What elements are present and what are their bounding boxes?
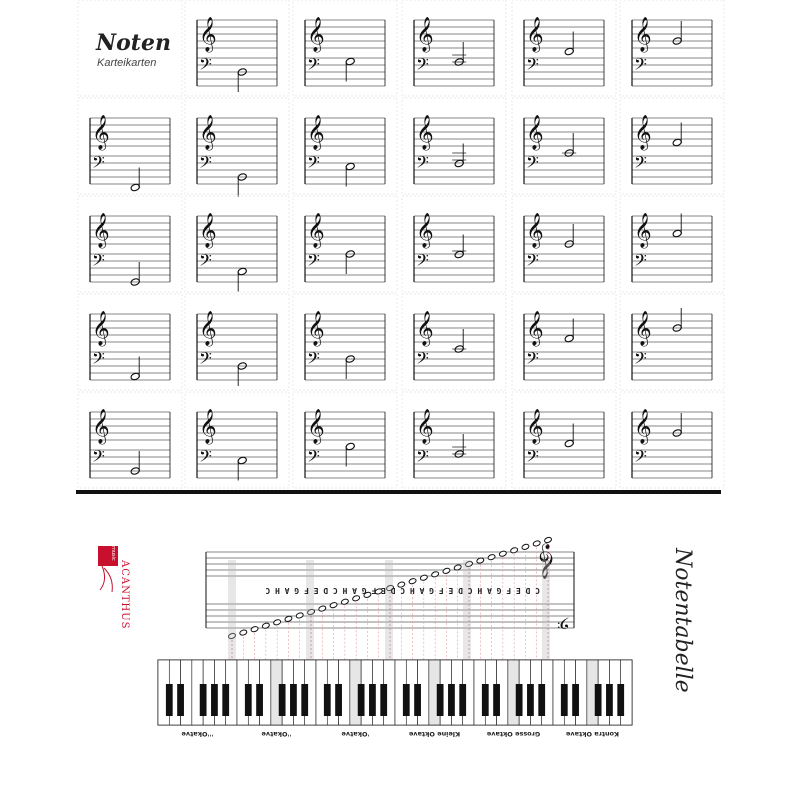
black-key [256,684,263,716]
table-note-head [487,554,495,561]
bass-clef-icon: 𝄢 [92,446,105,470]
table-grand-staff [206,537,574,664]
cards-title: Noten [96,30,171,56]
treble-clef-icon: 𝄞 [307,213,325,248]
treble-clef-icon: 𝄞 [634,311,652,346]
bass-clef-icon: 𝄢 [199,54,212,78]
bass-clef-icon: 𝄢 [526,250,539,274]
table-bass-clef-icon: 𝄢 [557,609,570,633]
octave-label: '''Okatve [181,730,214,738]
bass-clef-icon: 𝄢 [526,446,539,470]
black-key [448,684,455,716]
black-key [572,684,579,716]
bass-clef-icon: 𝄢 [416,152,429,176]
black-key [482,684,489,716]
treble-clef-icon: 𝄞 [526,311,544,346]
cards-subtitle: Karteikarten [97,57,157,69]
treble-clef-icon: 𝄞 [416,311,434,346]
table-treble-clef-icon: 𝄞 [538,544,556,579]
black-key [606,684,613,716]
treble-clef-icon: 𝄞 [634,409,652,444]
bass-clef-icon: 𝄢 [92,348,105,372]
bass-clef-icon: 𝄢 [416,250,429,274]
bass-clef-icon: 𝄢 [416,446,429,470]
black-key [245,684,252,716]
black-key [414,684,421,716]
table-note-head [296,612,304,619]
black-key [324,684,331,716]
black-key [301,684,308,716]
black-key [166,684,173,716]
bass-clef-icon: 𝄢 [416,348,429,372]
black-key [527,684,534,716]
black-key [403,684,410,716]
black-key [279,684,286,716]
black-key [358,684,365,716]
octave-label: ''Okatve [261,730,292,738]
treble-clef-icon: 𝄞 [199,115,217,150]
table-note-head [442,567,450,574]
c-column-highlight [542,560,550,664]
black-key [211,684,218,716]
bass-clef-icon: 𝄢 [307,250,320,274]
bass-clef-icon: 𝄢 [634,152,647,176]
note-table [98,537,695,738]
treble-clef-icon: 𝄞 [92,409,110,444]
black-key [595,684,602,716]
octave-labels [181,730,619,738]
bass-clef-icon: 𝄢 [526,348,539,372]
treble-clef-icon: 𝄞 [92,115,110,150]
c-column-highlight [306,560,314,664]
bass-clef-icon: 𝄢 [92,250,105,274]
octave-label: 'Okatve [341,730,370,738]
black-key [493,684,500,716]
bass-clef-icon: 𝄢 [307,348,320,372]
treble-clef-icon: 𝄞 [416,17,434,52]
bass-clef-icon: 𝄢 [526,54,539,78]
brand-small-text: music [110,546,116,561]
bass-clef-icon: 𝄢 [92,152,105,176]
table-note-head [510,547,518,554]
bass-clef-icon: 𝄢 [634,446,647,470]
sheet-frame [76,0,721,492]
treble-clef-icon: 𝄞 [307,409,325,444]
bass-clef-icon: 𝄢 [634,250,647,274]
section-divider [76,490,721,494]
octave-label: Kleine Oktave [408,730,461,738]
table-note-head [239,629,247,636]
treble-clef-icon: 𝄞 [307,17,325,52]
treble-clef-icon: 𝄞 [634,115,652,150]
black-key [200,684,207,716]
treble-clef-icon: 𝄞 [199,409,217,444]
table-note-head [420,574,428,581]
treble-clef-icon: 𝄞 [526,409,544,444]
c-column-highlight [385,560,393,664]
bass-clef-icon: 𝄢 [199,446,212,470]
table-note-head [329,602,337,609]
treble-clef-icon: 𝄞 [416,213,434,248]
bass-clef-icon: 𝄢 [199,250,212,274]
treble-clef-icon: 𝄞 [199,311,217,346]
brand-name: ACANTHUS [119,560,130,630]
treble-clef-icon: 𝄞 [199,213,217,248]
piano-keyboard [158,660,632,725]
table-note-head [273,619,281,626]
treble-clef-icon: 𝄞 [92,213,110,248]
bass-clef-icon: 𝄢 [634,348,647,372]
black-key [222,684,229,716]
octave-label: Kontra Oktave [566,730,619,738]
treble-clef-icon: 𝄞 [526,115,544,150]
table-note-head [318,605,326,612]
bass-clef-icon: 𝄢 [634,54,647,78]
black-key [538,684,545,716]
black-key [369,684,376,716]
treble-clef-icon: 𝄞 [526,213,544,248]
black-key [459,684,466,716]
black-key [561,684,568,716]
table-note-head [408,578,416,585]
black-key [177,684,184,716]
flashcard-sheet [76,0,724,492]
treble-clef-icon: 𝄞 [307,311,325,346]
table-note-head [544,537,552,544]
table-note-head [521,543,529,550]
bass-clef-icon: 𝄢 [307,152,320,176]
table-note-head [250,626,258,633]
black-key [290,684,297,716]
treble-clef-icon: 𝄞 [526,17,544,52]
bass-clef-icon: 𝄢 [307,446,320,470]
bass-clef-icon: 𝄢 [199,348,212,372]
c-column-highlight [228,560,236,664]
black-key [516,684,523,716]
bass-clef-icon: 𝄢 [416,54,429,78]
treble-clef-icon: 𝄞 [307,115,325,150]
bass-clef-icon: 𝄢 [199,152,212,176]
treble-clef-icon: 𝄞 [92,311,110,346]
black-key [617,684,624,716]
table-note-head [431,571,439,578]
treble-clef-icon: 𝄞 [416,115,434,150]
table-title: Notentabelle [670,548,695,693]
note-letters: C D E F G A H C D E F G A H C D E F G A H C D E F G A H C [265,586,540,595]
bass-clef-icon: 𝄢 [307,54,320,78]
logo-swoosh [100,566,112,592]
octave-label: Grosse Oktave [486,730,541,738]
bass-clef-icon: 𝄢 [526,152,539,176]
table-note-head [499,550,507,557]
treble-clef-icon: 𝄞 [634,213,652,248]
treble-clef-icon: 𝄞 [199,17,217,52]
table-note-head [284,615,292,622]
black-key [380,684,387,716]
c-column-highlight [463,560,471,664]
black-key [335,684,342,716]
brand-logo [98,546,130,630]
black-key [437,684,444,716]
treble-clef-icon: 𝄞 [416,409,434,444]
treble-clef-icon: 𝄞 [634,17,652,52]
